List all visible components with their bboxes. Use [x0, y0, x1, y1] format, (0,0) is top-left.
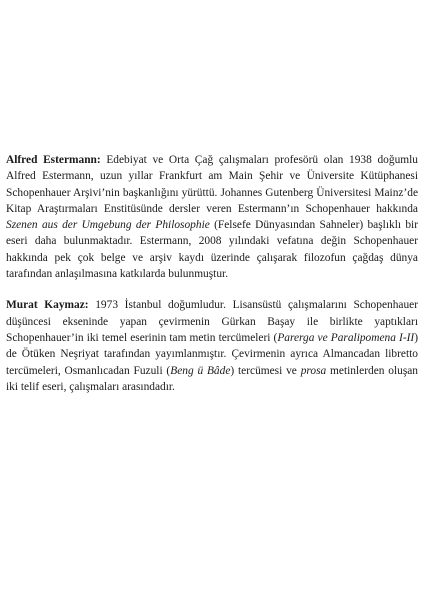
bio-text: (Felsefe Dünyasından Sahneler) başlıklı bir eseri daha bulunmaktadır. Estermann, 2008 yılındaki vefatına değin Schopenhauer hakkında pek çok belge ve arşiv kaydı üzerinde çalışarak filozofun çağdaş dünya tarafından anlaşılmasına katkılarda bulunmuştur. — [6, 219, 418, 281]
author-bios — [6, 152, 418, 410]
book-title: Szenen aus der Umgebung der Philosophie — [6, 219, 210, 232]
bio-text: 1973 İstanbul doğumludur. Lisansüstü çalışmalarını Schopenhauer düşüncesi ekseninde yapan çevirmenin Gürkan Başay ile birlikte yaptıkları Schopenhauer’in iki temel eserinin tam metin tercümeleri ( — [6, 299, 418, 344]
book-title: Parerga ve Paralipomena I-II — [277, 331, 415, 344]
bio-murat-kaymaz — [6, 297, 418, 395]
bio-name: Murat Kaymaz: — [6, 299, 89, 312]
bio-text: ) tercümesi ve — [230, 364, 301, 377]
bio-text: metinlerden oluşan iki telif eseri, çalışmaları arasındadır. — [6, 364, 419, 393]
bio-name: Alfred Estermann: — [6, 154, 101, 166]
bio-text: Edebiyat ve Orta Çağ çalışmaları profesörü olan 1938 doğumlu Alfred Estermann, uzun yıllar Frankfurt am Main Şehir ve Üniversite Kütüphanesi Schopenhauer Arşivi’nin başkanlığını yürüttü. Johannes Gutenberg Üniversitesi Mainz’de Kitap Araştırmaları Enstitüsünde dersler veren Estermann’ın Schopenhauer hakkında — [6, 154, 418, 215]
bio-text: ) de Ötüken Neşriyat tarafından yayımlanmıştır. Çevirmenin ayrıca Almancadan libretto tercümeleri, Osmanlıcadan Fuzuli ( — [6, 331, 418, 377]
book-title: Beng ü Bâde — [170, 364, 231, 377]
italic-term: prosa — [300, 364, 327, 377]
bio-alfred-estermann — [6, 152, 418, 282]
